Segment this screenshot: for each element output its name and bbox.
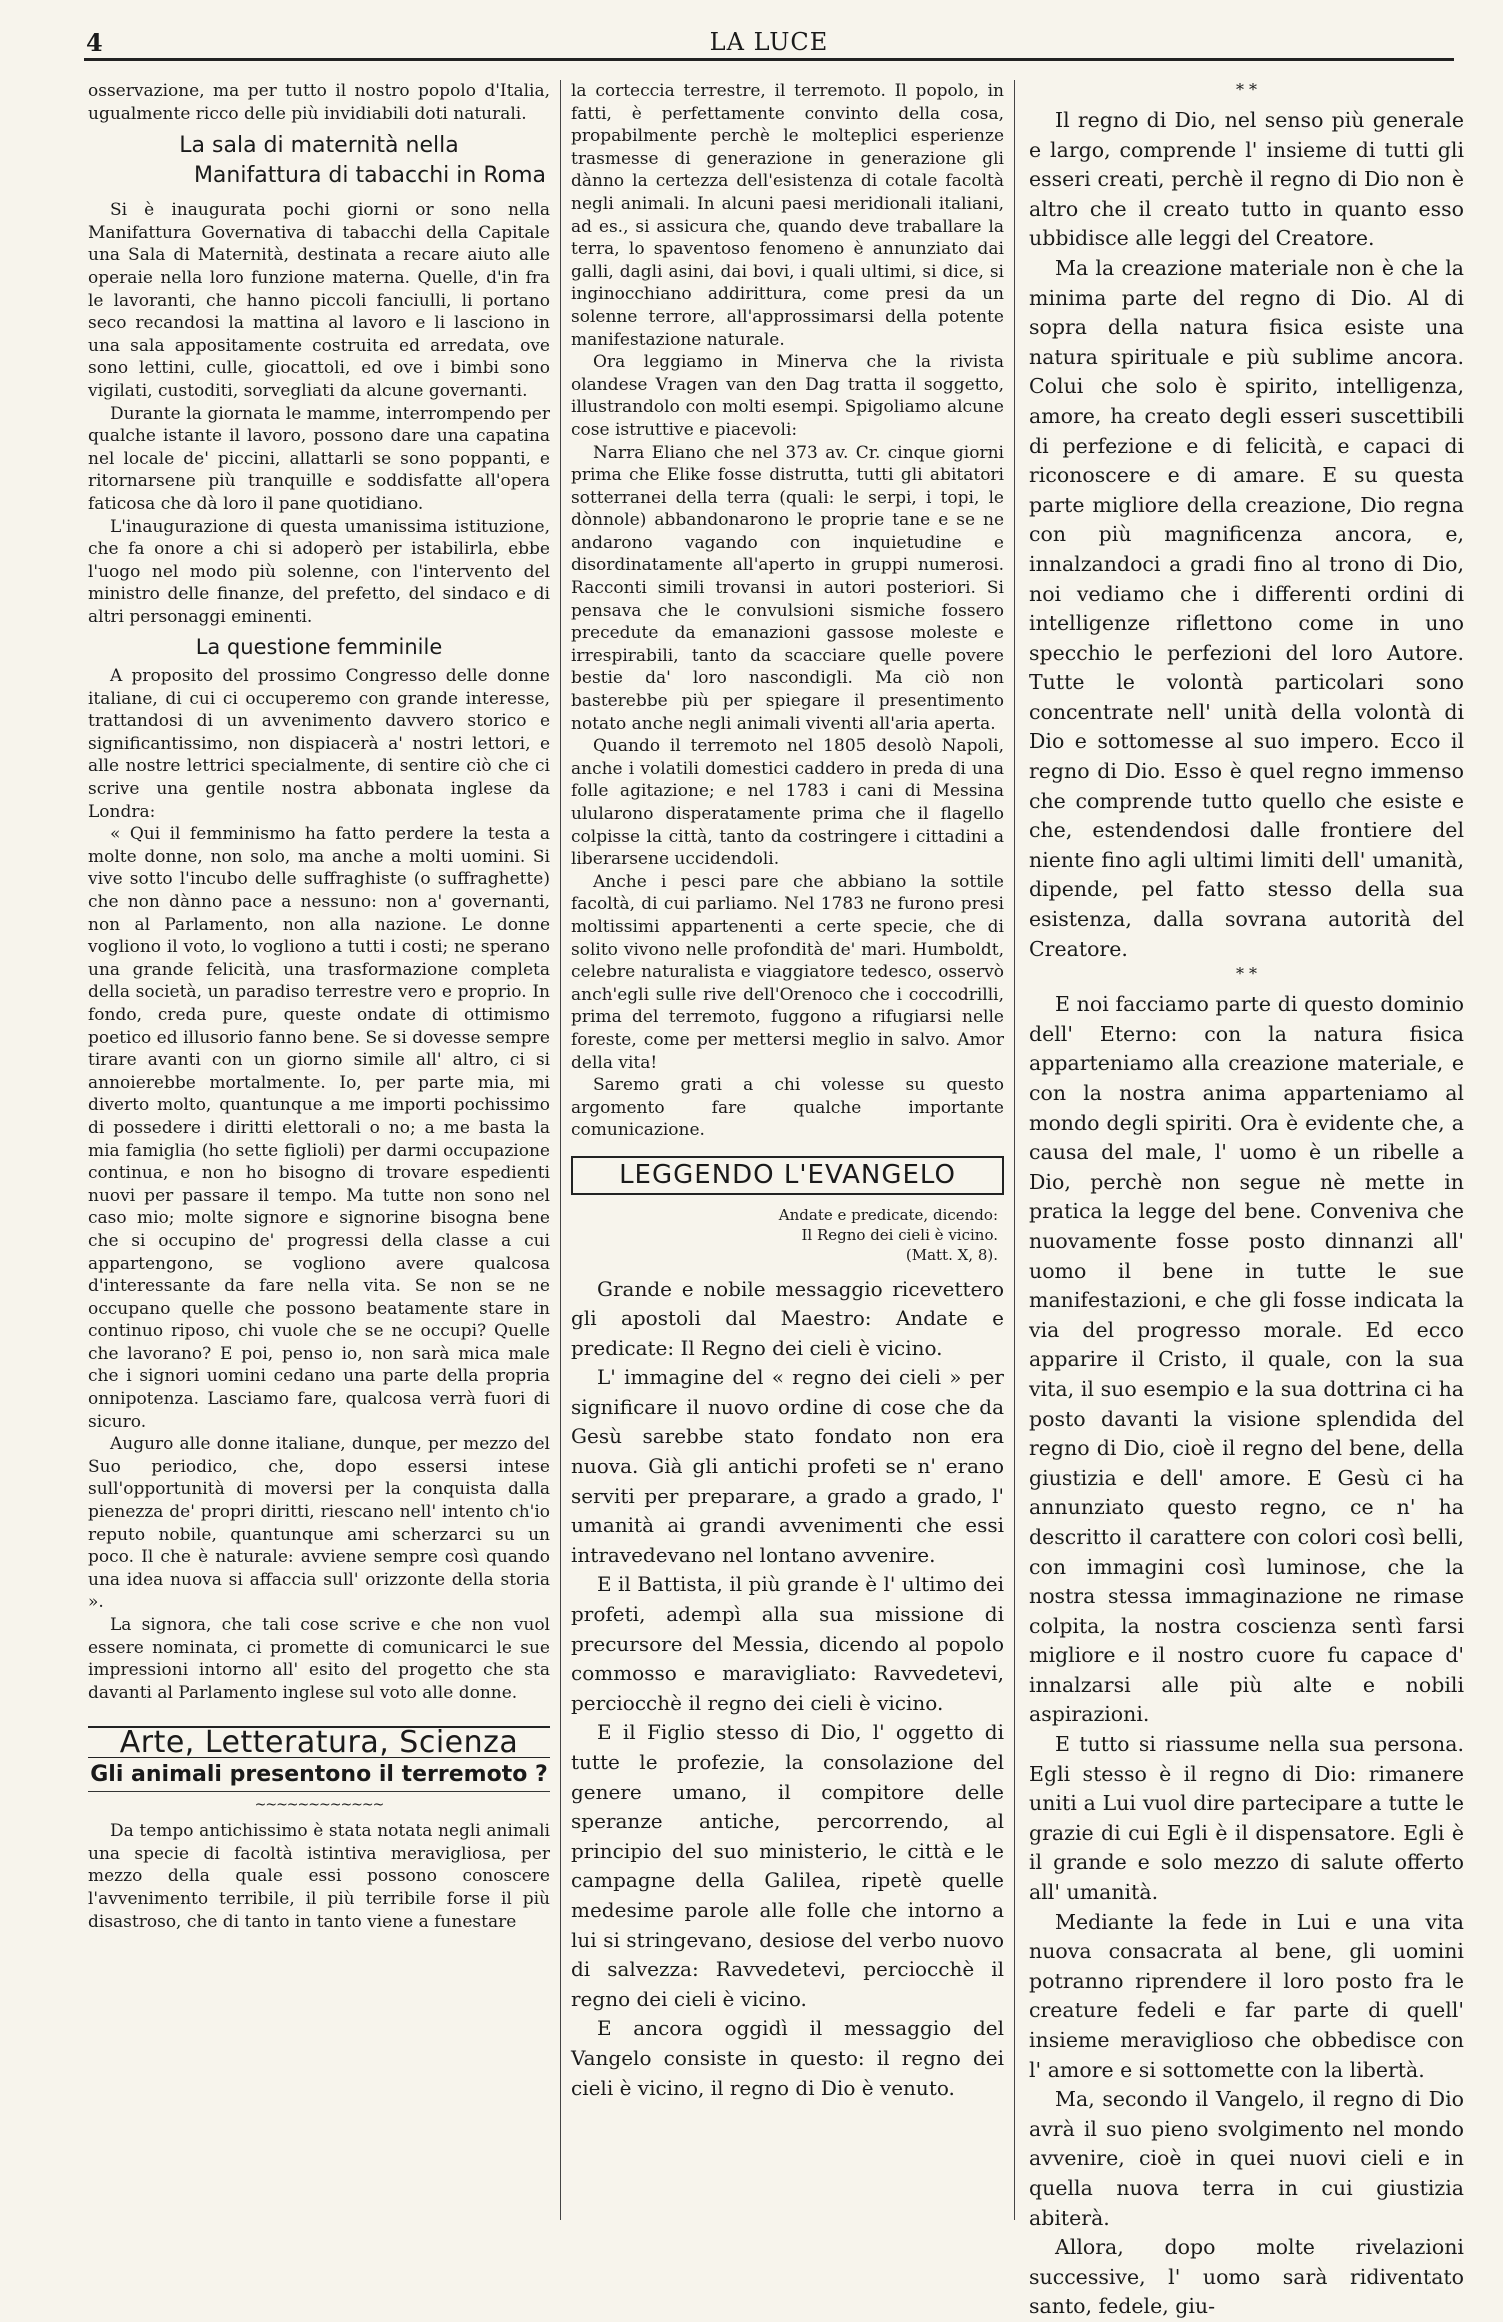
evangelo-paragraph-5: E ancora oggidì il messaggio del Vangelo consiste in questo: il regno dei cieli è vicino, il regno di Dio è venuto. bbox=[571, 2016, 1004, 2100]
wavy-divider: ~~~~~~~~~~~~ bbox=[254, 1796, 384, 1813]
regno-paragraph-1: Il regno di Dio, nel senso più generale e largo, comprende l' insieme di tutti gli esseri creati, perchè il regno di Dio non è altro che il creato tutto in quanto esso ubbidisce alle leggi del Creatore. bbox=[1029, 108, 1464, 251]
epigraph-line-1: Andate e predicate, dicendo: bbox=[778, 1205, 998, 1224]
column-3 bbox=[1014, 80, 1464, 2319]
sala-maternita-heading bbox=[88, 131, 550, 191]
sala-paragraph-3: L'inaugurazione di questa umanissima istituzione, che fa onore a chi si adoperò per istabilirla, ebbe l'uogo nel modo più solenne, con l'intervento del ministro delle finanze, del prefetto, del sindaco e di altri personaggi eminenti. bbox=[88, 516, 550, 627]
regno-paragraph-3: E noi facciamo parte di questo dominio dell' Eterno: con la natura fisica apparteniamo alla creazione materiale, e con la nostra anima apparteniamo al mondo degli spiriti. Ora è evidente che, a causa del male, l' uomo è un ribelle a Dio, perchè non segue nè mette in pratica la legge del bene. Conveniva che nuovamente fosse posto dinnanzi all' uomo il bene in tutte le sue manifestazioni, e che gli fosse indicata la via del progresso morale. Ed ecco apparire il Cristo, il quale, con la sua vita, il suo esempio e la sua dottrina ci ha posto davanti la visione splendida del regno di Dio, cioè il regno del bene, della giustizia e dell' amore. E Gesù ci ha annunziato questo regno, ce n' ha descritto il carattere con colori così belli, con immagini così luminose, che la nostra stessa immaginazione ne rimase colpita, la nostra coscienza sentì farsi migliore e il nostro cuore fu capace d' innalzarsi alle più alte e nobili aspirazioni. bbox=[1029, 992, 1464, 1727]
masthead: LA LUCE bbox=[709, 28, 829, 56]
questione-paragraph-4: La signora, che tali cose scrive e che non vuol essere nominata, ci promette di comunicarci le sue impressioni intorno all' esito del progetto che sta davanti al Parlamento inglese sul voto alle donne. bbox=[88, 1615, 550, 1703]
regno-paragraph-4: E tutto si riassume nella sua persona. Egli stesso è il regno di Dio: rimanere uniti a Lui vuol dire partecipare a tutte le grazie di cui Egli è il dispensatore. Egli è il grande e solo mezzo di salute offerto all' umanità. bbox=[1029, 1732, 1464, 1905]
animali-paragraph-6: Saremo grati a chi volesse su questo argomento fare qualche importante comunicazione. bbox=[571, 1075, 1004, 1141]
epigraph-line-2: Il Regno dei cieli è vicino. bbox=[801, 1225, 998, 1244]
arte-section-heading: Arte, Letteratura, Scienza bbox=[88, 1726, 550, 1758]
sala-paragraph-1: Si è inaugurata pochi giorni or sono nella Manifattura Governativa di tabacchi della Capitale una Sala di Maternità, destinata a recare aiuto alle operaie nella loro funzione materna. Quelle, d'in fra le lavoranti, che hanno piccoli fanciulli, li portano seco recandosi la mattina al lavoro e li lasciono in una sala appositamente costruita ed arredata, ove sono lettini, culle, giocattoli, ed ove i bimbi sono vigilati, custoditi, sorvegliati da alcune governanti. bbox=[88, 200, 550, 401]
animali-paragraph-1: Da tempo antichissimo è stata notata negli animali una specie di facoltà istintiva meravigliosa, per mezzo della quale essi possono conoscere l'avvenimento terribile, il più terribile forse il più disastroso, che di tanto in tanto viene a funestare bbox=[88, 1821, 550, 1932]
page-header bbox=[84, 28, 1454, 61]
column-1 bbox=[88, 80, 550, 1933]
animali-paragraph-3: Narra Eliano che nel 373 av. Cr. cinque giorni prima che Elike fosse distrutta, tutti gli abitatori sotterranei della terra (quali: le serpi, i topi, le dònnole) abbandonarono le proprie tane e se ne andarono vagando con inquietudine e disordinatamente all'aperto in gruppi numerosi. Racconti simili trovansi in autori posteriori. Si pensava che le convulsioni sismiche fossero precedute da emanazioni gassose moleste e irrespirabili, tanto da scacciare quelle povere bestie da' loro nascondigli. Ma ciò non basterebbe più per spiegare il presentimento notato anche negli animali viventi all'aria aperta. bbox=[571, 442, 1004, 734]
questione-paragraph-3: Auguro alle donne italiane, dunque, per mezzo del Suo periodico, che, dopo essersi intese sull'opportunità di moversi per la conquista dalla pienezza de' propri diritti, riescano nell' intento ch'io reputo nobile, quantunque ami scherzarci su un poco. Il che è naturale: avviene sempre così quando una idea nuova si affaccia sull' orizzonte della storia ». bbox=[88, 1434, 550, 1613]
animali-continued: la corteccia terrestre, il terremoto. Il popolo, in fatti, è perfettamente convinto della cosa, propabilmente perchè le molteplici esperienze trasmesse di generazione in generazione gli dànno la certezza dell'esistenza di cotale facoltà negli animali. In alcuni paesi meridionali italiani, ad es., si assicura che, quando deve traballare la terra, lo spaventoso fenomeno è annunziato dai galli, dagli asini, dai bovi, i quali ultimi, si dice, si inginocchiano addirittura, come presi da un solenne terrore, all'approssimarsi della potente manifestazione naturale. bbox=[571, 81, 1004, 350]
evangelo-body bbox=[571, 1275, 1004, 2104]
intro-paragraph: osservazione, ma per tutto il nostro popolo d'Italia, ugualmente ricco delle più invidiabili doti naturali. bbox=[88, 81, 550, 124]
animali-paragraph-4: Quando il terremoto nel 1805 desolò Napoli, anche i volatili domestici caddero in preda di una folle agitazione; e nel 1783 i cani di Messina ulularono disperatamente prima che il flagello colpisse la città, tanto da costringere i cittadini a liberarsene uccidendoli. bbox=[571, 736, 1004, 870]
evangelo-paragraph-4: E il Figlio stesso di Dio, l' oggetto di tutte le profezie, la consolazione del genere umano, il compitore delle speranze antiche, percorrendo, al principio del suo ministerio, le città e le campagne della Galilea, ripetè quelle medesime parole alle folle che intorno a lui si stringevano, desiose del verbo nuovo di salvezza: Ravvedetevi, perciocchè il regno dei cieli è vicino. bbox=[571, 1720, 1004, 2011]
epigraph-citation: (Matt. X, 8). bbox=[905, 1245, 998, 1264]
regno-paragraph-7: Allora, dopo molte rivelazioni successive, l' uomo sarà ridiventato santo, fedele, giu- bbox=[1029, 2235, 1464, 2319]
sala-title-line-1: La sala di maternità nella bbox=[179, 133, 459, 159]
animali-paragraph-5: Anche i pesci pare che abbiano la sottile facoltà, di cui parliamo. Nel 1783 ne furono presi moltissimi appartenenti a certe specie, che di solito vivono nelle profondità de' mari. Humboldt, celebre naturalista e viaggiatore tedesco, osservò anch'egli sulle rive dell'Orenoco che i coccodrilli, prima del terremoto, fuggono a rifugiarsi nelle foreste, come per mettersi meglio in salvo. Amor della vita! bbox=[571, 871, 1004, 1073]
evangelo-paragraph-1: Grande e nobile messaggio ricevettero gli apostoli dal Maestro: Andate e predicate: Il Regno dei cieli è vicino. bbox=[571, 1276, 1004, 1360]
page-number: 4 bbox=[86, 28, 103, 57]
animali-article-title: Gli animali presentono il terremoto ? bbox=[88, 1764, 550, 1792]
evangelo-paragraph-2: L' immagine del « regno dei cieli » per significare il nuovo ordine di cose che da Gesù sarebbe stato fondato non era nuova. Già gli antichi profeti se n' erano serviti per preparare, a grado a grado, l' umanità ai grandi avvenimenti che essi intravedevano nel lontano avvenire. bbox=[571, 1365, 1004, 1567]
regno-paragraph-2: Ma la creazione materiale non è che la minima parte del regno di Dio. Al di sopra della natura fisica esiste una natura spirituale e più sublime ancora. Colui che solo è spirito, intelligenza, amore, ha creato degli esseri suscettibili di perfezione e di felicità, e capaci di riconoscere e di amare. E su questa parte migliore della creazione, Dio regna con più magnificenza ancora, e, innalzandoci a gradi fino al trono di Dio, noi vediamo che i differenti ordini di intelligenze riflettono come in uno specchio le perfezioni del loro Autore. Tutte le volontà particolari sono concentrate nell' unità della volontà di Dio e sottomesse al suo impero. Ecco il regno di Dio. Esso è quel regno immenso che comprende tutto quello che esiste e che, estendendosi dalle frontiere del niente fino agli ultimi limiti dell' umanità, dipende, pel fatto stesso della sua esistenza, dalla sovrana autorità del Creatore. bbox=[1029, 255, 1464, 961]
regno-paragraph-6: Ma, secondo il Vangelo, il regno di Dio avrà il suo pieno svolgimento nel mondo avvenire, cioè in quei nuovi cieli e in quella nuova terra in cui giustizia abiterà. bbox=[1029, 2087, 1464, 2230]
asterism-1: * * bbox=[1235, 80, 1258, 99]
regno-paragraph-5: Mediante la fede in Lui e una vita nuova consacrata al bene, gli uomini potranno riprendere il loro posto fra le creature fedeli e far parte di quell' insieme meraviglioso che obbedisce con l' amore e si sottomette con la libertà. bbox=[1029, 1909, 1464, 2082]
animali-paragraph-2: Ora leggiamo in Minerva che la rivista olandese Vragen van den Dag tratta il soggetto, illustrandolo con molti esempi. Spigoliamo alcune cose istruttive e piacevoli: bbox=[571, 352, 1004, 440]
questione-heading: La questione femminile bbox=[195, 635, 443, 660]
evangelo-paragraph-3: E il Battista, il più grande è l' ultimo dei profeti, adempì alla sua missione di precursore del Messia, dicendo al popolo commosso e maravigliato: Ravvedetevi, perciocchè il regno dei cieli è vicino. bbox=[571, 1572, 1004, 1715]
sala-title-line-2: Manifattura di tabacchi in Roma bbox=[193, 163, 546, 189]
questione-paragraph-2: « Qui il femminismo ha fatto perdere la testa a molte donne, non solo, ma anche a molti uomini. Si vive sotto l'incubo delle suffraghiste (o suffraghette) che non dànno pace a nessuno: non a' governanti, non al Parlamento, non alla nazione. Le donne vogliono il voto, lo vogliono a tutti i costi; ne sperano una grande felicità, una trasformazione completa della società, un paradiso terrestre vero e proprio. In fondo, creda pure, queste ondate di ottimismo poetico ed illusorio fanno bene. Se si dovesse sempre tirare avanti con un giorno simile all' altro, ci si annoierebbe mortalmente. Io, per parte mia, mi diverto molto, quantunque a me importi pochissimo di possedere i diritti elettorali o no; a me basta la mia famiglia (ho sette figlioli) per darmi occupazione continua, e non ho bisogno di trovare espedienti nuovi per passare il tempo. Ma tutte non sono nel caso mio; molte signore e signorine bisogna bene che si occupino de' progressi della classe a cui appartengono, se vogliono avere qualcosa d'interessante da fare nella vita. Se non se ne occupano quelle che possono beatamente stare in continuo riposo, chi vuole che se ne occupi? Quelle che lavorano? E poi, penso io, non sarà mica male che i signori uomini cedano una parte della propria onnipotenza. Lasciamo fare, qualcosa verrà fuori di sicuro. bbox=[88, 824, 550, 1432]
evangelo-heading: LEGGENDO L'EVANGELO bbox=[571, 1156, 1004, 1195]
epigraph bbox=[571, 1205, 1004, 1265]
column-2 bbox=[560, 80, 1004, 2220]
questione-paragraph-1: A proposito del prossimo Congresso delle donne italiane, di cui ci occuperemo con grande interesse, trattandosi di un avvenimento davvero storico e significantissimo, non dispiacerà a' nostri lettori, e alle nostre lettrici specialmente, di sentire ciò che ci scrive una gentile nostra abbonata inglese da Londra: bbox=[88, 666, 550, 822]
asterism-2: * * bbox=[1235, 964, 1258, 984]
sala-paragraph-2: Durante la giornata le mamme, interrompendo per qualche istante il lavoro, possono dare una capatina nel locale de' piccini, allattarli se sono poppanti, e ritornarsene più tranquille e soddisfatte all'opera faticosa che dà loro il pane quotidiano. bbox=[88, 403, 550, 514]
